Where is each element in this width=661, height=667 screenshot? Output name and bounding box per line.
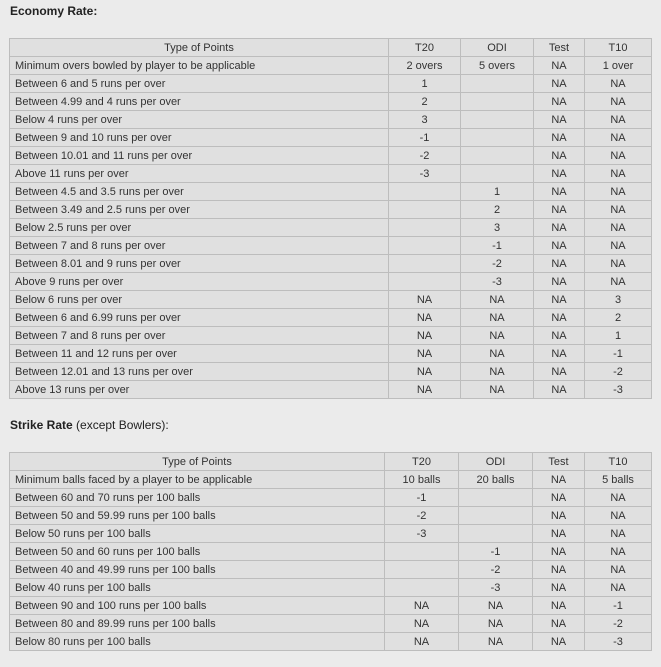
table-row — [10, 615, 652, 633]
cell-test: NA — [533, 633, 585, 651]
cell-t10: NA — [585, 579, 652, 597]
cell-odi: -3 — [459, 579, 533, 597]
cell-test: NA — [533, 489, 585, 507]
cell-test: NA — [534, 93, 585, 111]
cell-odi: 20 balls — [459, 471, 533, 489]
cell-type: Above 11 runs per over — [10, 165, 389, 183]
cell-t20 — [385, 543, 459, 561]
table-row — [10, 273, 652, 291]
table-row — [10, 543, 652, 561]
cell-t20: NA — [389, 363, 461, 381]
cell-t10: NA — [585, 273, 652, 291]
cell-odi — [461, 93, 534, 111]
table-row — [10, 201, 652, 219]
column-header-test: Test — [534, 39, 585, 57]
cell-t20: NA — [389, 291, 461, 309]
cell-t20: 3 — [389, 111, 461, 129]
column-header-odi: ODI — [459, 453, 533, 471]
table-row — [10, 255, 652, 273]
cell-odi: -3 — [461, 273, 534, 291]
cell-t20: 10 balls — [385, 471, 459, 489]
table-row — [10, 633, 652, 651]
cell-type: Below 6 runs per over — [10, 291, 389, 309]
cell-t20 — [389, 183, 461, 201]
cell-type: Between 12.01 and 13 runs per over — [10, 363, 389, 381]
cell-test: NA — [534, 255, 585, 273]
strike-rate-table — [9, 452, 652, 651]
table-row — [10, 129, 652, 147]
table-row — [10, 93, 652, 111]
cell-t20: NA — [389, 345, 461, 363]
cell-t20 — [385, 579, 459, 597]
cell-t10: NA — [585, 525, 652, 543]
column-header-odi: ODI — [461, 39, 534, 57]
cell-odi: 1 — [461, 183, 534, 201]
cell-test: NA — [534, 147, 585, 165]
economy-rate-table — [9, 38, 652, 399]
column-header-t20: T20 — [385, 453, 459, 471]
cell-test: NA — [534, 309, 585, 327]
cell-odi: NA — [461, 345, 534, 363]
cell-t20 — [389, 255, 461, 273]
cell-t10: NA — [585, 129, 652, 147]
table-row — [10, 579, 652, 597]
cell-t10: NA — [585, 219, 652, 237]
table-row — [10, 75, 652, 93]
column-header-t20: T20 — [389, 39, 461, 57]
column-header-test: Test — [533, 453, 585, 471]
cell-test: NA — [533, 597, 585, 615]
table-row — [10, 165, 652, 183]
cell-test: NA — [534, 345, 585, 363]
cell-t20: -3 — [389, 165, 461, 183]
table-row — [10, 111, 652, 129]
table-row — [10, 57, 652, 75]
cell-test: NA — [534, 273, 585, 291]
cell-t10: 2 — [585, 309, 652, 327]
cell-odi: NA — [461, 381, 534, 399]
cell-type: Between 8.01 and 9 runs per over — [10, 255, 389, 273]
cell-test: NA — [533, 543, 585, 561]
cell-t20: NA — [389, 381, 461, 399]
cell-type: Between 7 and 8 runs per over — [10, 327, 389, 345]
strike-rate-table-header — [10, 453, 652, 471]
cell-t20: NA — [385, 615, 459, 633]
cell-test: NA — [534, 327, 585, 345]
cell-odi: NA — [461, 363, 534, 381]
cell-t10: -2 — [585, 363, 652, 381]
cell-odi — [459, 489, 533, 507]
cell-t10: NA — [585, 543, 652, 561]
cell-odi: -2 — [461, 255, 534, 273]
cell-odi — [461, 111, 534, 129]
cell-t10: NA — [585, 561, 652, 579]
cell-type: Between 11 and 12 runs per over — [10, 345, 389, 363]
table-row — [10, 471, 652, 489]
cell-t10: -3 — [585, 381, 652, 399]
cell-type: Below 50 runs per 100 balls — [10, 525, 385, 543]
column-header-type: Type of Points — [10, 453, 385, 471]
cell-t10: NA — [585, 147, 652, 165]
cell-test: NA — [534, 165, 585, 183]
cell-t20 — [389, 237, 461, 255]
cell-t10: -1 — [585, 597, 652, 615]
table-row — [10, 147, 652, 165]
table-row — [10, 237, 652, 255]
cell-type: Between 80 and 89.99 runs per 100 balls — [10, 615, 385, 633]
column-header-t10: T10 — [585, 39, 652, 57]
cell-type: Between 4.99 and 4 runs per over — [10, 93, 389, 111]
cell-odi: -1 — [459, 543, 533, 561]
cell-t20: NA — [385, 633, 459, 651]
cell-t20: -3 — [385, 525, 459, 543]
cell-odi: -1 — [461, 237, 534, 255]
cell-test: NA — [533, 579, 585, 597]
cell-type: Between 10.01 and 11 runs per over — [10, 147, 389, 165]
cell-test: NA — [533, 507, 585, 525]
cell-odi: NA — [459, 615, 533, 633]
cell-t10: NA — [585, 165, 652, 183]
cell-t10: NA — [585, 507, 652, 525]
strike-rate-heading-rest: (except Bowlers): — [72, 418, 169, 432]
cell-test: NA — [534, 183, 585, 201]
strike-rate-table-body — [10, 471, 652, 651]
cell-odi: NA — [461, 327, 534, 345]
table-row — [10, 561, 652, 579]
cell-type: Between 60 and 70 runs per 100 balls — [10, 489, 385, 507]
cell-odi — [461, 165, 534, 183]
cell-test: NA — [534, 219, 585, 237]
cell-odi — [459, 507, 533, 525]
cell-t20 — [389, 201, 461, 219]
cell-type: Below 2.5 runs per over — [10, 219, 389, 237]
cell-test: NA — [534, 111, 585, 129]
cell-t10: NA — [585, 75, 652, 93]
cell-t10: NA — [585, 489, 652, 507]
cell-t10: NA — [585, 93, 652, 111]
cell-odi: 5 overs — [461, 57, 534, 75]
table-row — [10, 489, 652, 507]
cell-odi: NA — [459, 633, 533, 651]
column-header-t10: T10 — [585, 453, 652, 471]
table-row — [10, 291, 652, 309]
cell-test: NA — [533, 561, 585, 579]
cell-type: Below 40 runs per 100 balls — [10, 579, 385, 597]
table-row — [10, 345, 652, 363]
table-header-row — [10, 39, 652, 57]
cell-type: Between 50 and 59.99 runs per 100 balls — [10, 507, 385, 525]
cell-t10: 3 — [585, 291, 652, 309]
economy-table-header — [10, 39, 652, 57]
cell-t10: NA — [585, 237, 652, 255]
cell-type: Minimum balls faced by a player to be applicable — [10, 471, 385, 489]
cell-test: NA — [534, 291, 585, 309]
cell-odi — [461, 147, 534, 165]
cell-test: NA — [534, 129, 585, 147]
cell-test: NA — [534, 363, 585, 381]
economy-rate-heading: Economy Rate: — [10, 4, 98, 18]
table-row — [10, 183, 652, 201]
cell-t20: NA — [389, 309, 461, 327]
cell-t20 — [385, 561, 459, 579]
table-row — [10, 327, 652, 345]
cell-t10: -2 — [585, 615, 652, 633]
cell-type: Between 40 and 49.99 runs per 100 balls — [10, 561, 385, 579]
cell-type: Between 6 and 5 runs per over — [10, 75, 389, 93]
cell-t10: NA — [585, 255, 652, 273]
cell-t20: NA — [385, 597, 459, 615]
cell-t10: -3 — [585, 633, 652, 651]
cell-test: NA — [534, 237, 585, 255]
cell-t10: 5 balls — [585, 471, 652, 489]
table-header-row — [10, 453, 652, 471]
economy-table-body — [10, 57, 652, 399]
cell-type: Between 3.49 and 2.5 runs per over — [10, 201, 389, 219]
cell-test: NA — [534, 381, 585, 399]
cell-test: NA — [533, 615, 585, 633]
strike-rate-heading — [10, 418, 169, 432]
cell-odi — [461, 75, 534, 93]
cell-test: NA — [534, 57, 585, 75]
cell-type: Above 13 runs per over — [10, 381, 389, 399]
table-row — [10, 507, 652, 525]
cell-t10: NA — [585, 183, 652, 201]
cell-type: Between 90 and 100 runs per 100 balls — [10, 597, 385, 615]
strike-rate-heading-bold: Strike Rate — [10, 418, 73, 432]
cell-type: Between 4.5 and 3.5 runs per over — [10, 183, 389, 201]
cell-test: NA — [534, 75, 585, 93]
cell-type: Between 6 and 6.99 runs per over — [10, 309, 389, 327]
cell-type: Below 4 runs per over — [10, 111, 389, 129]
cell-odi: -2 — [459, 561, 533, 579]
cell-type: Minimum overs bowled by player to be applicable — [10, 57, 389, 75]
table-row — [10, 219, 652, 237]
table-row — [10, 525, 652, 543]
cell-test: NA — [534, 201, 585, 219]
cell-t10: 1 — [585, 327, 652, 345]
cell-type: Between 9 and 10 runs per over — [10, 129, 389, 147]
cell-odi: 2 — [461, 201, 534, 219]
table-row — [10, 597, 652, 615]
table-row — [10, 381, 652, 399]
cell-type: Above 9 runs per over — [10, 273, 389, 291]
cell-t10: 1 over — [585, 57, 652, 75]
cell-type: Between 50 and 60 runs per 100 balls — [10, 543, 385, 561]
cell-test: NA — [533, 471, 585, 489]
cell-type: Between 7 and 8 runs per over — [10, 237, 389, 255]
cell-odi — [459, 525, 533, 543]
cell-odi: NA — [461, 291, 534, 309]
cell-odi: NA — [461, 309, 534, 327]
cell-t10: -1 — [585, 345, 652, 363]
cell-test: NA — [533, 525, 585, 543]
table-row — [10, 363, 652, 381]
cell-odi — [461, 129, 534, 147]
cell-t20: 1 — [389, 75, 461, 93]
cell-t10: NA — [585, 201, 652, 219]
cell-t20 — [389, 219, 461, 237]
column-header-type: Type of Points — [10, 39, 389, 57]
cell-t20: -2 — [385, 507, 459, 525]
cell-odi: 3 — [461, 219, 534, 237]
cell-t20 — [389, 273, 461, 291]
cell-odi: NA — [459, 597, 533, 615]
table-row — [10, 309, 652, 327]
cell-t20: -2 — [389, 147, 461, 165]
cell-t20: NA — [389, 327, 461, 345]
cell-t20: -1 — [385, 489, 459, 507]
cell-type: Below 80 runs per 100 balls — [10, 633, 385, 651]
cell-t20: 2 overs — [389, 57, 461, 75]
cell-t10: NA — [585, 111, 652, 129]
cell-t20: 2 — [389, 93, 461, 111]
cell-t20: -1 — [389, 129, 461, 147]
